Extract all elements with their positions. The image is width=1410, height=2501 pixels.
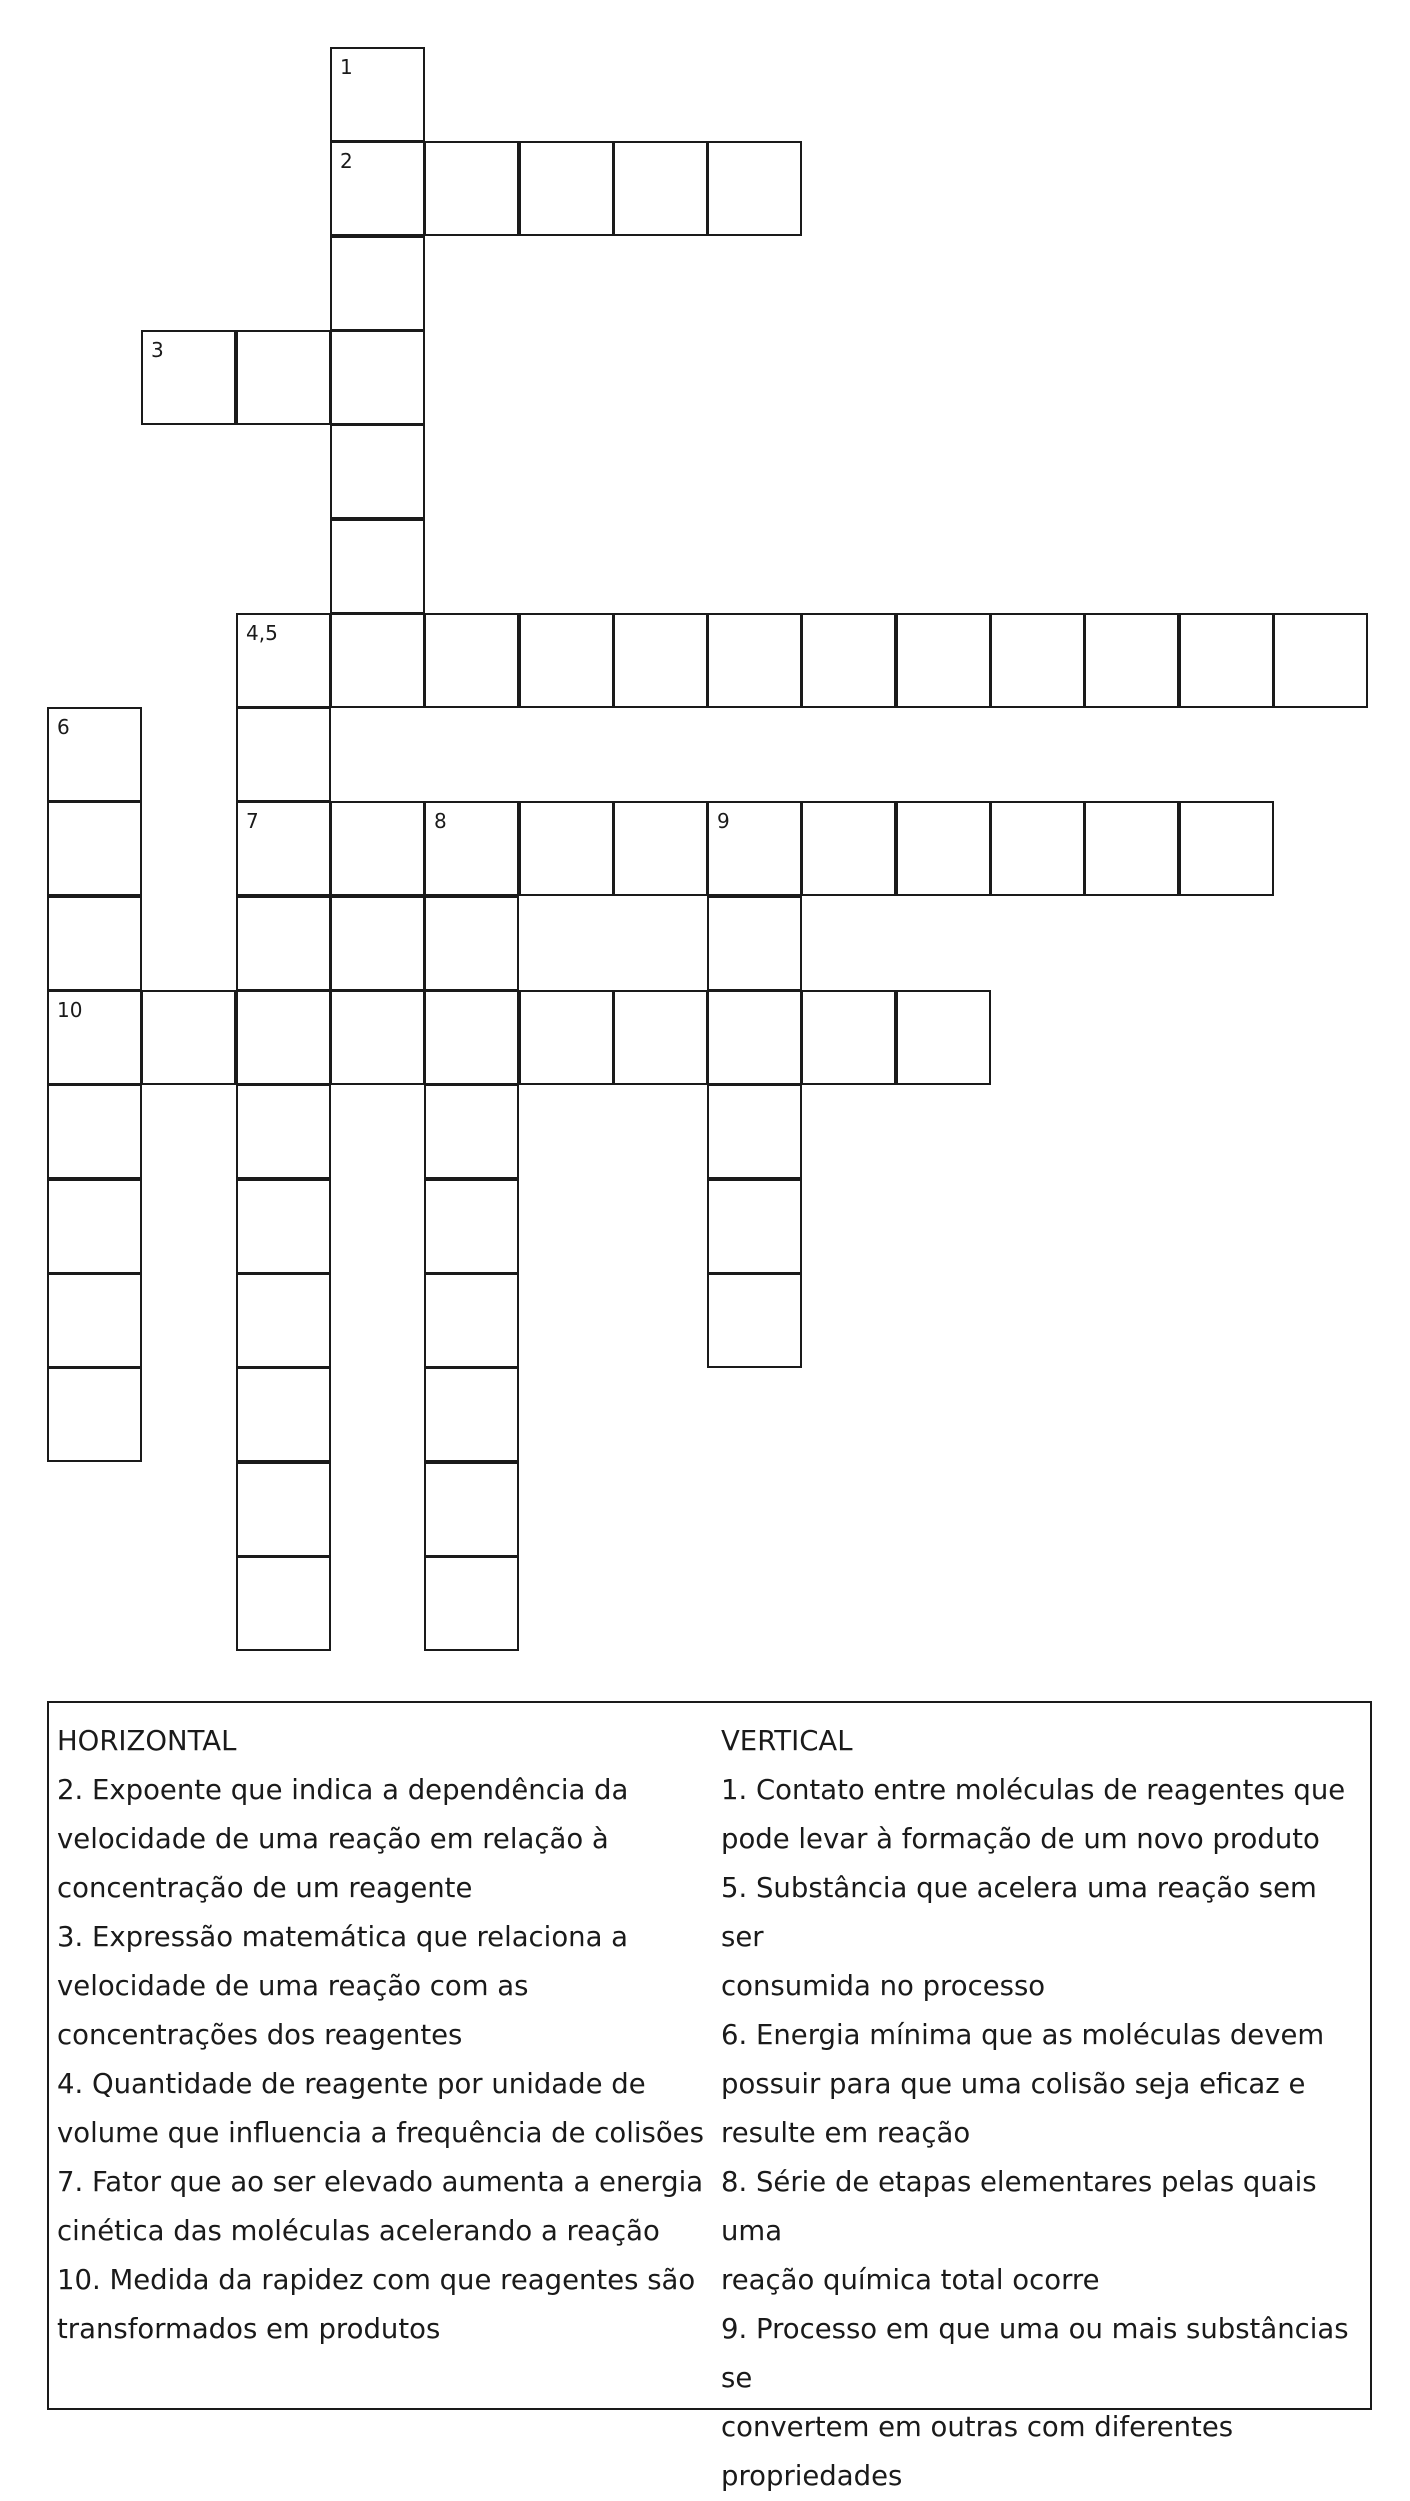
grid-cell[interactable] <box>707 1179 802 1274</box>
grid-cell[interactable] <box>1179 801 1274 896</box>
grid-cell[interactable] <box>236 1367 331 1462</box>
grid-cell[interactable] <box>330 519 425 614</box>
grid-cell[interactable] <box>801 990 896 1085</box>
grid-cell[interactable] <box>424 1367 519 1462</box>
grid-cell[interactable] <box>236 896 331 991</box>
clue-number: 7 <box>246 809 259 833</box>
grid-cell[interactable] <box>424 1273 519 1368</box>
grid-cell[interactable] <box>519 801 614 896</box>
grid-cell[interactable] <box>613 801 708 896</box>
horizontal-heading: HORIZONTAL <box>57 1725 237 1757</box>
grid-cell[interactable] <box>424 1084 519 1179</box>
grid-cell[interactable] <box>424 613 519 708</box>
grid-cell[interactable] <box>47 707 142 802</box>
grid-cell[interactable] <box>613 990 708 1085</box>
clue-line: possuir para que uma colisão seja eficaz e <box>721 2068 1306 2100</box>
grid-cell[interactable] <box>707 990 802 1085</box>
clue-number: 10 <box>57 998 83 1022</box>
clue-number: 6 <box>57 715 70 739</box>
grid-cell[interactable] <box>707 141 802 236</box>
grid-cell[interactable] <box>330 801 425 896</box>
clue-line: velocidade de uma reação com as <box>57 1970 529 2002</box>
grid-cell[interactable] <box>519 990 614 1085</box>
grid-cell[interactable] <box>236 1084 331 1179</box>
grid-cell[interactable] <box>707 1084 802 1179</box>
grid-cell[interactable] <box>236 1556 331 1651</box>
clue-line: 8. Série de etapas elementares pelas quais uma <box>721 2166 1317 2247</box>
grid-cell[interactable] <box>613 613 708 708</box>
clue-line: 4. Quantidade de reagente por unidade de <box>57 2068 646 2100</box>
grid-cell[interactable] <box>47 896 142 991</box>
clue-line: propriedades <box>721 2460 903 2492</box>
grid-cell[interactable] <box>141 990 236 1085</box>
grid-cell[interactable] <box>707 896 802 991</box>
grid-cell[interactable] <box>519 613 614 708</box>
grid-cell[interactable] <box>330 236 425 331</box>
clue-number: 4,5 <box>246 621 278 645</box>
clue-line: 2. Expoente que indica a dependência da <box>57 1774 629 1806</box>
grid-cell[interactable] <box>424 1179 519 1274</box>
grid-cell[interactable] <box>519 141 614 236</box>
grid-cell[interactable] <box>330 141 425 236</box>
clue-number: 9 <box>717 809 730 833</box>
grid-cell[interactable] <box>236 990 331 1085</box>
grid-cell[interactable] <box>236 330 331 425</box>
grid-cell[interactable] <box>613 141 708 236</box>
clue-line: 7. Fator que ao ser elevado aumenta a energia <box>57 2166 704 2198</box>
grid-cell[interactable] <box>236 707 331 802</box>
grid-cell[interactable] <box>1084 613 1179 708</box>
clue-line: concentrações dos reagentes <box>57 2019 463 2051</box>
grid-cell[interactable] <box>47 801 142 896</box>
clue-line: 10. Medida da rapidez com que reagentes são <box>57 2264 696 2296</box>
grid-cell[interactable] <box>424 801 519 896</box>
clue-line: resulte em reação <box>721 2117 971 2149</box>
clue-line: transformados em produtos <box>57 2313 441 2345</box>
grid-cell[interactable] <box>424 141 519 236</box>
grid-cell[interactable] <box>236 613 331 708</box>
grid-cell[interactable] <box>47 1273 142 1368</box>
grid-cell[interactable] <box>801 613 896 708</box>
clue-line: velocidade de uma reação em relação à <box>57 1823 609 1855</box>
grid-cell[interactable] <box>47 1084 142 1179</box>
clue-number: 3 <box>151 338 164 362</box>
vertical-clues <box>721 1717 1361 2501</box>
clue-line: volume que influencia a frequência de colisões <box>57 2117 704 2149</box>
clue-line: 5. Substância que acelera uma reação sem ser <box>721 1872 1317 1953</box>
grid-cell[interactable] <box>707 801 802 896</box>
grid-cell[interactable] <box>330 47 425 142</box>
grid-cell[interactable] <box>47 1367 142 1462</box>
clues-box <box>47 1701 1372 2492</box>
grid-cell[interactable] <box>424 896 519 991</box>
grid-cell[interactable] <box>707 613 802 708</box>
grid-cell[interactable] <box>330 424 425 519</box>
grid-cell[interactable] <box>990 613 1085 708</box>
clue-number: 8 <box>434 809 447 833</box>
grid-cell[interactable] <box>896 990 991 1085</box>
horizontal-clues <box>57 1717 707 2354</box>
grid-cell[interactable] <box>896 613 991 708</box>
clue-line: 1. Contato entre moléculas de reagentes que <box>721 1774 1346 1806</box>
clue-line: 3. Expressão matemática que relaciona a <box>57 1921 629 1953</box>
vertical-heading: VERTICAL <box>721 1725 853 1757</box>
clue-line: 9. Processo em que uma ou mais substâncias se <box>721 2313 1349 2394</box>
grid-cell[interactable] <box>330 330 425 425</box>
clue-line: pode levar à formação de um novo produto <box>721 1823 1320 1855</box>
grid-cell[interactable] <box>896 801 991 896</box>
clue-line: reação química total ocorre <box>721 2264 1100 2296</box>
grid-cell[interactable] <box>236 1179 331 1274</box>
grid-cell[interactable] <box>330 990 425 1085</box>
grid-cell[interactable] <box>236 1462 331 1557</box>
clue-line: concentração de um reagente <box>57 1872 473 1904</box>
grid-cell[interactable] <box>1179 613 1274 708</box>
grid-cell[interactable] <box>330 896 425 991</box>
grid-cell[interactable] <box>236 801 331 896</box>
clue-line: convertem em outras com diferentes <box>721 2411 1234 2443</box>
clue-line: cinética das moléculas acelerando a reação <box>57 2215 660 2247</box>
grid-cell[interactable] <box>424 1462 519 1557</box>
grid-cell[interactable] <box>990 801 1085 896</box>
grid-cell[interactable] <box>47 1179 142 1274</box>
grid-cell[interactable] <box>424 990 519 1085</box>
grid-cell[interactable] <box>707 1273 802 1368</box>
clue-number: 2 <box>340 149 353 173</box>
clue-number: 1 <box>340 55 353 79</box>
grid-cell[interactable] <box>47 990 142 1085</box>
grid-cell[interactable] <box>330 613 425 708</box>
grid-cell[interactable] <box>801 801 896 896</box>
grid-cell[interactable] <box>424 1556 519 1651</box>
clue-line: 6. Energia mínima que as moléculas devem <box>721 2019 1325 2051</box>
grid-cell[interactable] <box>1084 801 1179 896</box>
clue-line: consumida no processo <box>721 1970 1046 2002</box>
grid-cell[interactable] <box>1273 613 1368 708</box>
grid-cell[interactable] <box>236 1273 331 1368</box>
grid-cell[interactable] <box>141 330 236 425</box>
